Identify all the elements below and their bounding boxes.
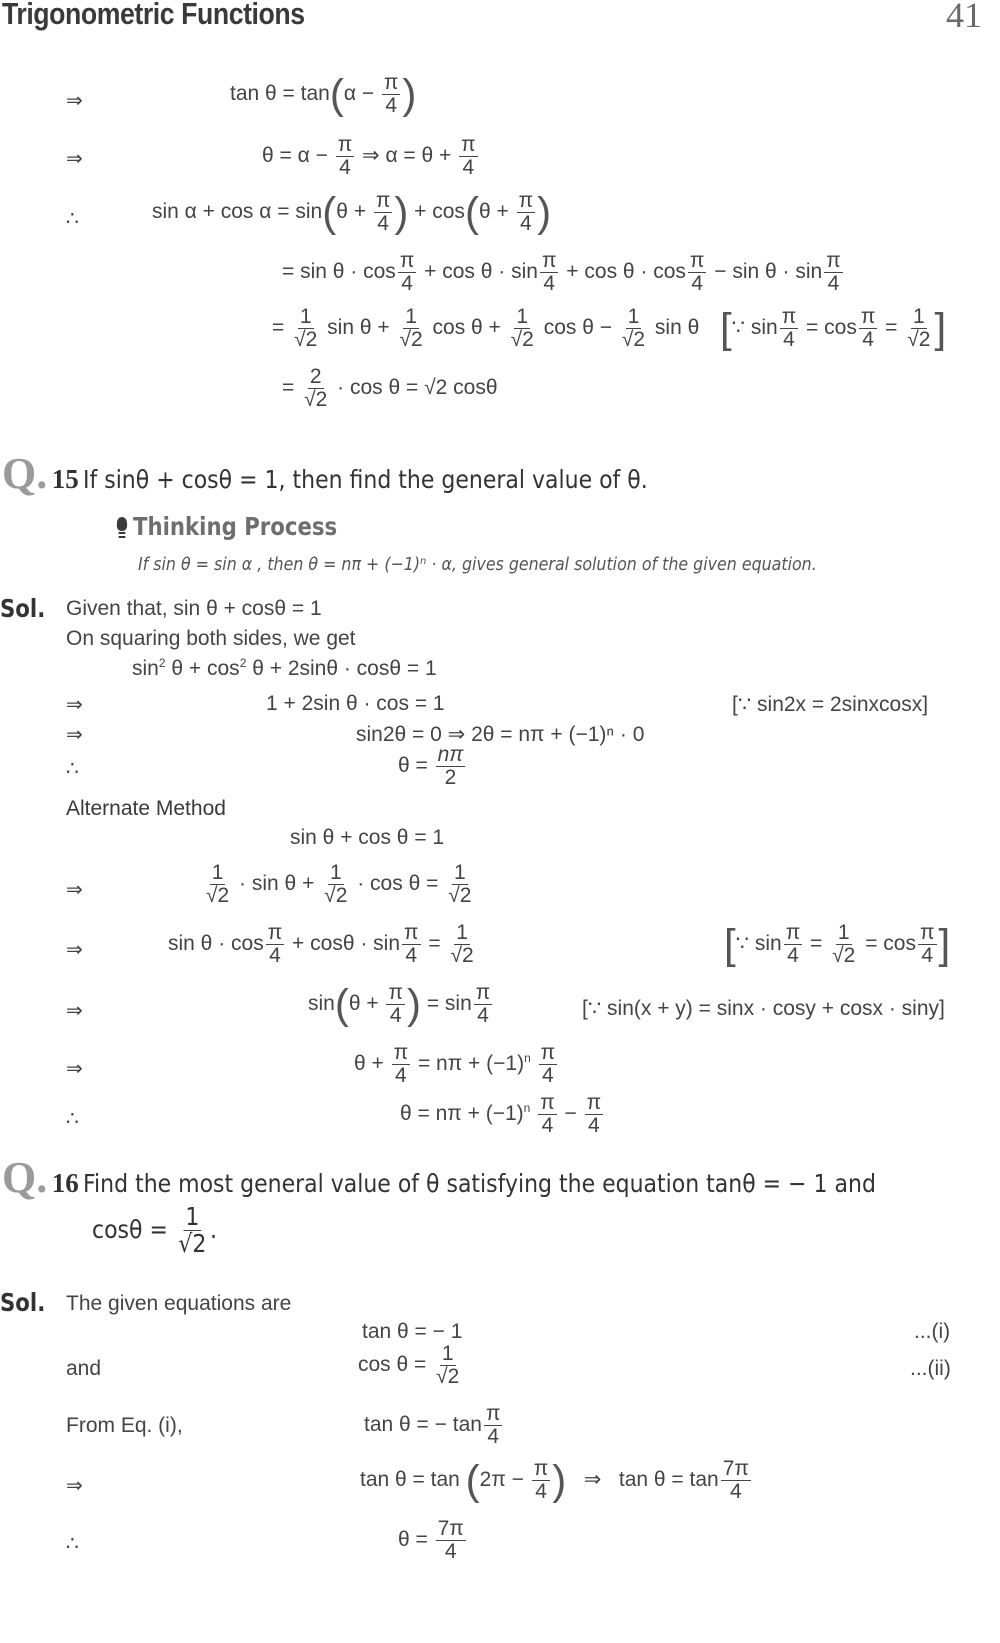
equation-line: sin2θ = 0 ⇒ 2θ = nπ + (−1)ⁿ · 0 — [356, 723, 645, 746]
alternate-method-heading: Alternate Method — [66, 797, 226, 820]
implies-symbol: ⇒ — [66, 722, 83, 746]
therefore-symbol: ∴ — [66, 206, 79, 230]
therefore-symbol: ∴ — [66, 756, 79, 780]
equation-line: $\frac{1}{√2}$ · sin θ + $\frac{1}{√2}$ · cos θ = $\frac{1}{√2}$ — [206, 861, 472, 908]
therefore-symbol: ∴ — [66, 1531, 79, 1555]
solution-text: The given equations are — [66, 1292, 292, 1315]
solution-label: Sol. — [0, 1288, 46, 1317]
implies-symbol: ⇒ — [66, 1056, 83, 1080]
page-number: 41 — [946, 0, 982, 35]
thinking-process-text: If sin θ = sin α , then θ = nπ + (−1)ⁿ · α, gives general solution of the given equation. — [138, 554, 817, 575]
question-heading — [2, 448, 725, 499]
question-label: Q. — [2, 449, 48, 498]
question-text-continued: cosθ = $\frac{1}{√2}$ . — [92, 1202, 217, 1259]
identity-note: [∵ sin $\frac{\pi}{4}$ = cos $\frac{\pi}{4}$ = $\frac{1}{√2}$ ] — [720, 304, 947, 352]
equation-line: sin α + cos α = sin(θ + $\frac{\pi}{4}$ ) + cos(θ + $\frac{\pi}{4}$ ) — [152, 188, 552, 236]
equation-line: $\theta = n\pi + (-1)^n$ $\frac{\pi}{4}$ − $\frac{\pi}{4}$ — [400, 1091, 602, 1138]
question-number: 15 — [51, 464, 79, 494]
equation-line: = $\frac{2}{√2}$ · cos θ = √2 cosθ — [282, 365, 498, 412]
question-text: If sinθ + cosθ = 1, then find the general value of θ. — [83, 465, 648, 494]
therefore-symbol: ∴ — [66, 1106, 79, 1130]
identity-note: [∵ sin(x + y) = sinx · cosy + cosx · siny] — [582, 997, 945, 1020]
equation-line: tan θ = − tan $\frac{\pi}{4}$ — [364, 1402, 501, 1449]
question-text: Find the most general value of θ satisfying the equation tanθ = − 1 and — [83, 1169, 877, 1198]
equation-line: θ + $\frac{\pi}{4}$ = $n\pi + (-1)^n$ $\frac{\pi}{4}$ — [354, 1041, 556, 1088]
equation-line: = sin θ · cos $\frac{\pi}{4}$ + cos θ · sin $\frac{\pi}{4}$ + cos θ · cos $\frac{\pi}{4}$ − sin θ · sin $\frac{\pi}{4}$ — [282, 249, 841, 296]
equation-line: sin θ · cos $\frac{\pi}{4}$ + cosθ · sin $\frac{\pi}{4}$ = $\frac{1}{√2}$ — [168, 921, 474, 968]
question-number: 16 — [51, 1168, 79, 1198]
lightbulb-icon — [116, 517, 128, 539]
implies-symbol: ⇒ — [66, 998, 83, 1022]
thinking-process-title: Thinking Process — [133, 512, 338, 541]
equation-tag: ...(ii) — [910, 1357, 951, 1380]
identity-note: [∵ sin $\frac{\pi}{4}$ = $\frac{1}{√2}$ = cos $\frac{\pi}{4}$ ] — [724, 920, 951, 968]
equation-tag: ...(i) — [914, 1320, 951, 1343]
equation-line: = $\frac{1}{√2}$ sin θ + $\frac{1}{√2}$ cos θ + $\frac{1}{√2}$ cos θ − $\frac{1}{√2}$ sin θ — [272, 305, 700, 352]
connector-text: From Eq. (i), — [66, 1414, 183, 1437]
question-label: Q. — [2, 1153, 48, 1202]
equation-line: $\sin^2 \theta + \cos^2 \theta + 2\sin\theta \cdot \cos\theta = 1$ — [132, 656, 437, 680]
solution-label: Sol. — [0, 594, 46, 623]
question-heading — [2, 1152, 984, 1203]
equation-line: tan θ = tan(α − $\frac{\pi}{4}$ ) — [230, 70, 417, 118]
implies-symbol: ⇒ — [66, 1473, 83, 1497]
equation-line: θ = $\frac{7\pi}{4}$ — [398, 1517, 464, 1564]
equation-line: θ = $\frac{n\pi}{2}$ — [398, 743, 464, 790]
implies-symbol: ⇒ — [66, 146, 83, 170]
equation-line: θ = α − $\frac{\pi}{4}$ ⇒ α = θ + $\frac{\pi}{4}$ — [262, 133, 476, 180]
thinking-process-heading — [116, 512, 337, 541]
equation-line: sin θ + cos θ = 1 — [290, 826, 445, 849]
implies-symbol: ⇒ — [66, 877, 83, 901]
implies-symbol: ⇒ — [66, 692, 83, 716]
equation-line: cos θ = $\frac{1}{√2}$ — [358, 1342, 460, 1389]
equation-line: sin(θ + $\frac{\pi}{4}$ ) = sin $\frac{\pi}{4}$ — [308, 980, 491, 1028]
connector-text: and — [66, 1357, 102, 1380]
equation-line: tan θ = − 1 — [362, 1320, 463, 1343]
equation-line: tan θ = tan (2π − $\frac{\pi}{4}$ ) ⇒ tan θ = tan $\frac{7\pi}{4}$ — [360, 1456, 749, 1504]
chapter-title: Trigonometric Functions — [2, 0, 305, 31]
implies-symbol: ⇒ — [66, 937, 83, 961]
equation-line: 1 + 2sin θ · cos = 1 — [266, 692, 445, 715]
solution-text: On squaring both sides, we get — [66, 627, 356, 650]
solution-given: Given that, sin θ + cosθ = 1 — [66, 597, 322, 620]
implies-symbol: ⇒ — [66, 88, 83, 112]
identity-note: [∵ sin2x = 2sinxcosx] — [732, 693, 929, 716]
